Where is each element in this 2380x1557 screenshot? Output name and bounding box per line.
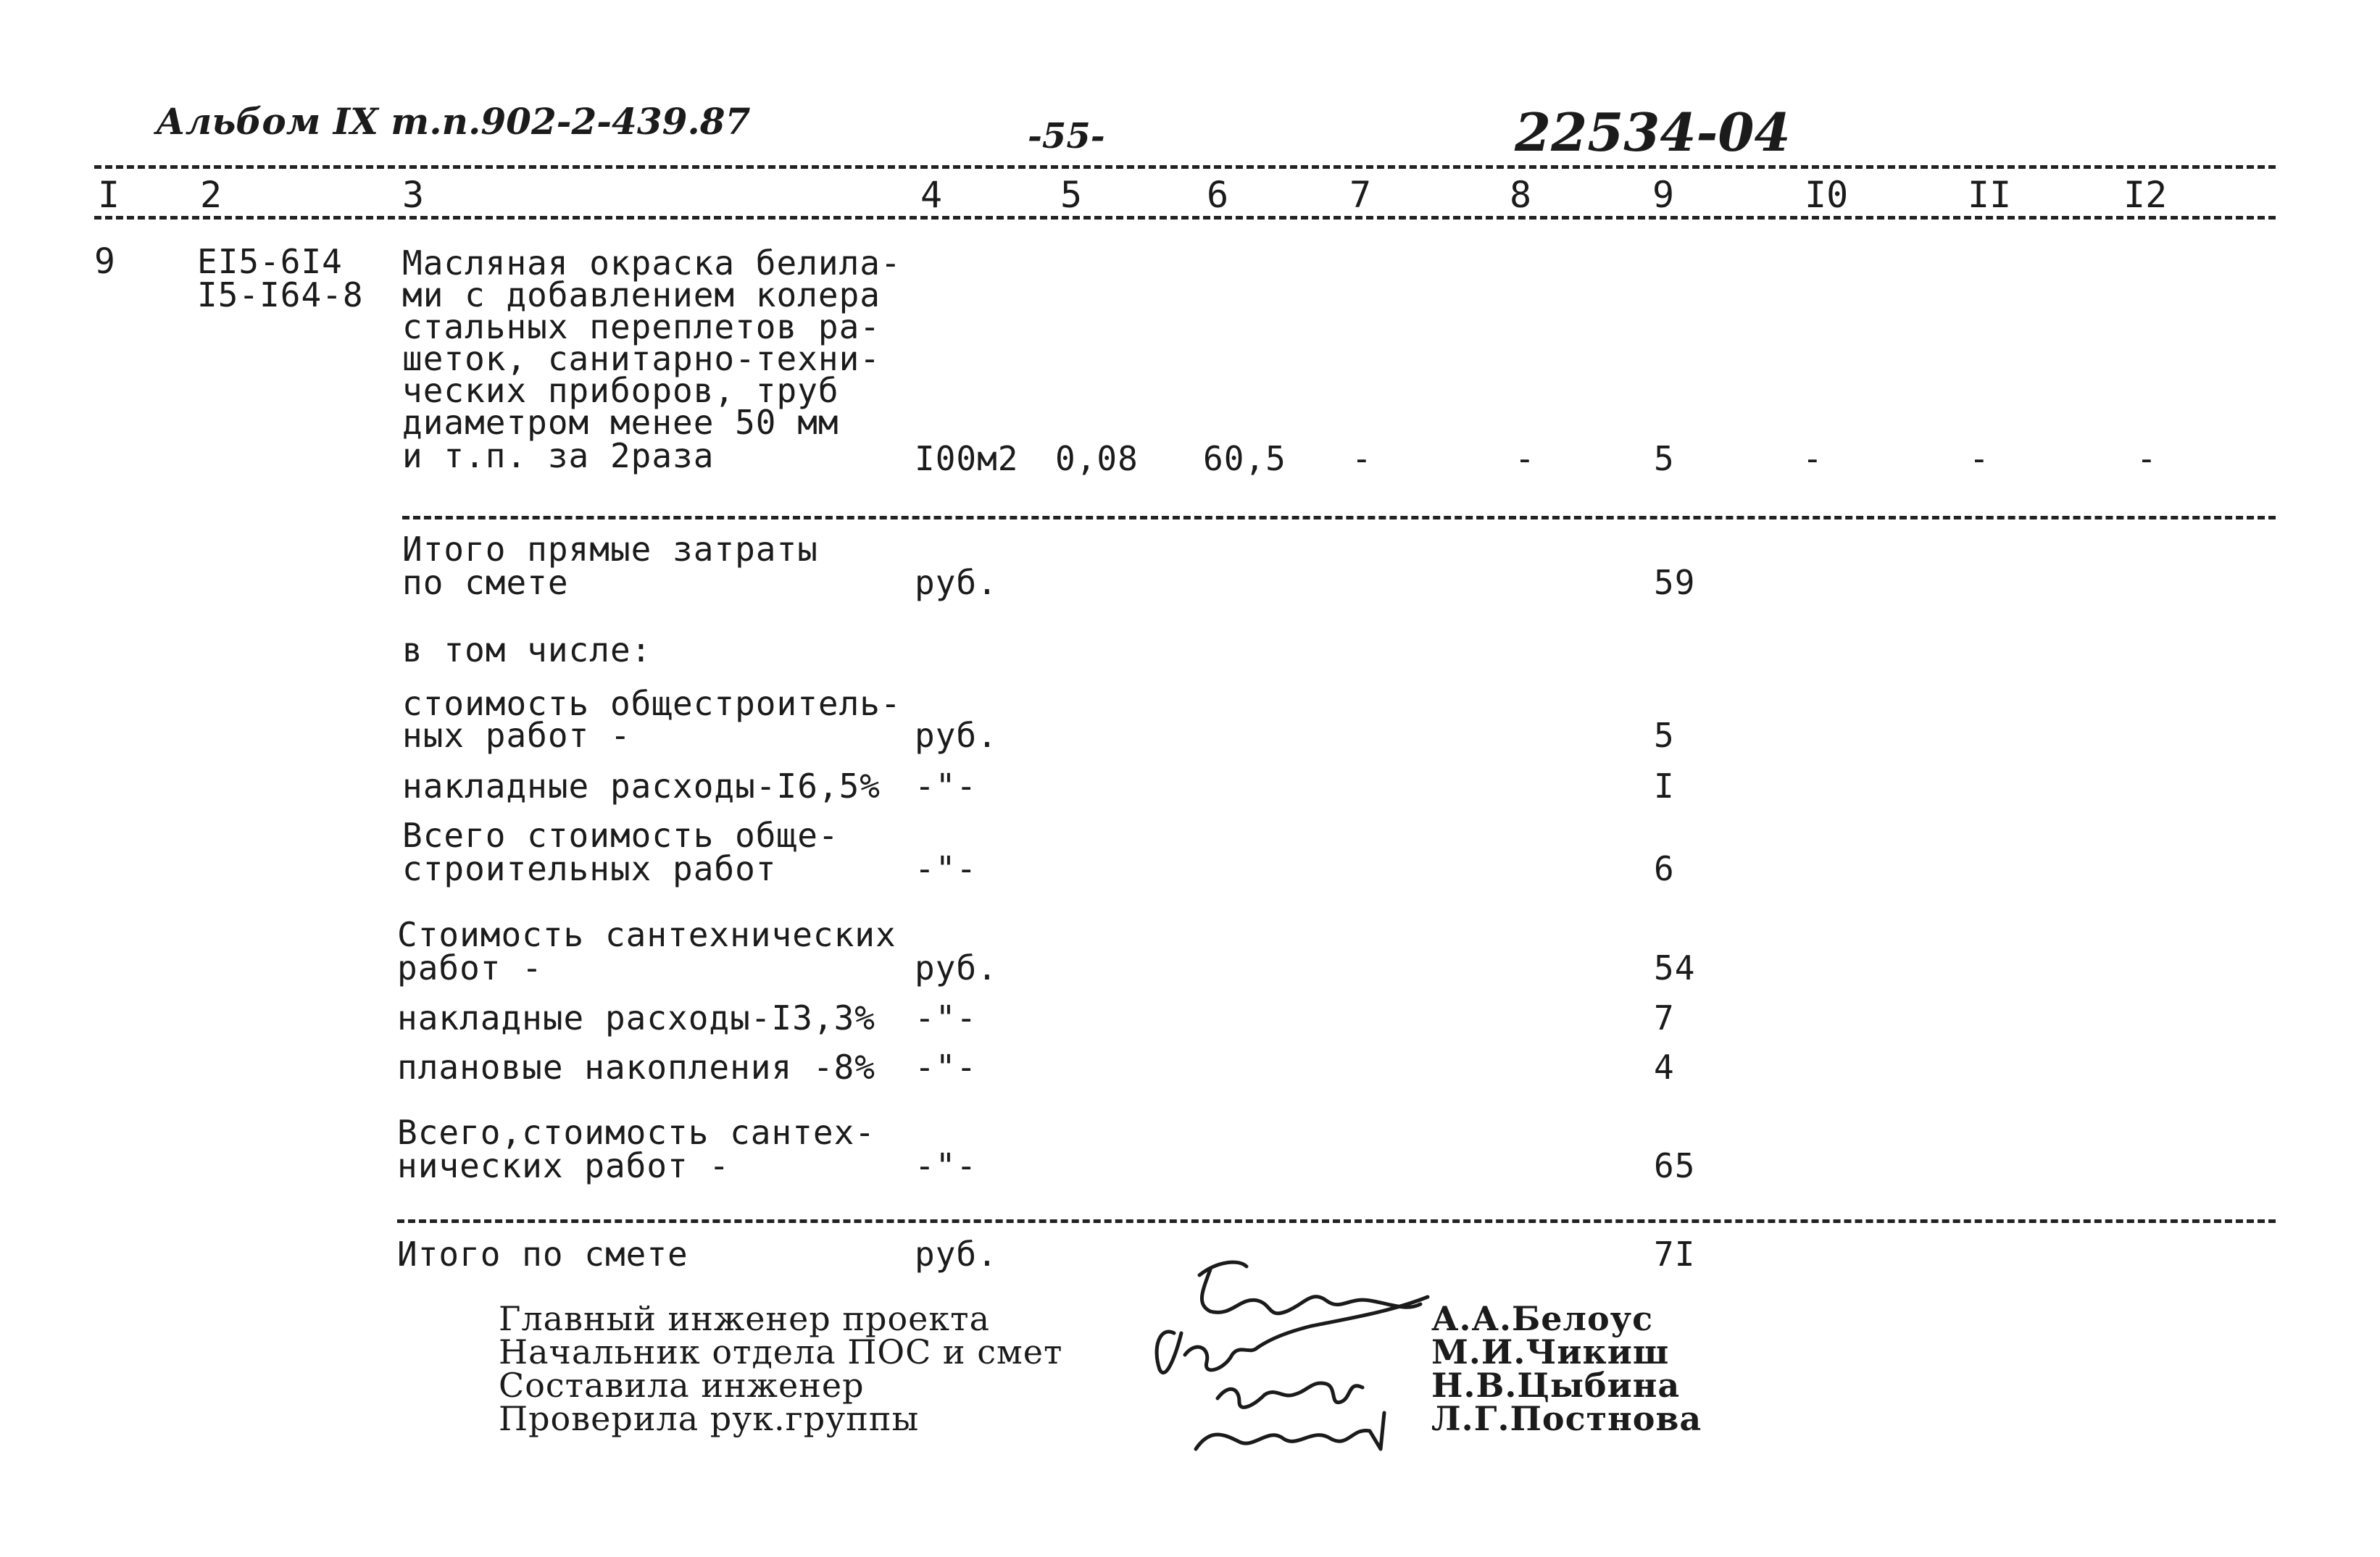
- summary-label: по смете: [402, 563, 569, 602]
- description-line: ческих приборов, труб: [402, 371, 839, 410]
- summary-value: 4: [1654, 1048, 1675, 1087]
- total-separator: [397, 1219, 2276, 1223]
- signatory-role: Проверила рук.группы: [499, 1399, 920, 1438]
- col9-cell: 5: [1654, 439, 1675, 478]
- column-number: 3: [402, 174, 425, 216]
- summary-label: стоимость общестроитель-: [402, 684, 902, 723]
- summary-label: в том числе:: [402, 630, 652, 669]
- summary-label: накладные расходы-I3,3%: [397, 998, 875, 1038]
- total-label: Итого по смете: [397, 1235, 688, 1274]
- summary-label: накладные расходы-I6,5%: [402, 767, 881, 806]
- description-line: диаметром менее 50 мм: [402, 403, 839, 442]
- summary-unit: руб.: [915, 716, 998, 755]
- signatory-name: А.А.Белоус: [1431, 1299, 1654, 1338]
- description-line: ми с добавлением колера: [402, 275, 881, 314]
- total-unit: руб.: [915, 1235, 998, 1274]
- unit-cell: I00м2: [915, 439, 1019, 478]
- column-number: I: [98, 174, 120, 216]
- signatory-role: Составила инженер: [499, 1366, 865, 1405]
- summary-label: нических работ -: [397, 1146, 731, 1185]
- norm-code: EI5-6I4: [197, 242, 343, 281]
- summary-label: Всего стоимость обще-: [402, 816, 839, 855]
- column-number: 4: [920, 174, 943, 216]
- column-number: 5: [1060, 174, 1083, 216]
- handwritten-signatures: [1131, 1232, 1442, 1464]
- summary-value: 5: [1654, 716, 1675, 755]
- header-bottom-rule: [94, 216, 2276, 220]
- album-reference: Альбом IX т.п.902-2-439.87: [156, 100, 751, 143]
- summary-label: плановые накопления -8%: [397, 1048, 875, 1087]
- description-line: стальных переплетов ра-: [402, 307, 881, 346]
- summary-label: строительных работ: [402, 849, 777, 888]
- summary-value: 54: [1654, 948, 1696, 988]
- summary-unit: руб.: [915, 563, 998, 602]
- summary-value: 59: [1654, 563, 1696, 602]
- signatory-name: Л.Г.Постнова: [1431, 1399, 1702, 1438]
- header-top-rule: [94, 165, 2276, 169]
- column-number: I0: [1805, 174, 1849, 216]
- signatory-role: Начальник отдела ПОС и смет: [499, 1332, 1063, 1372]
- signatory-name: Н.В.Цыбина: [1431, 1366, 1681, 1405]
- row-number: 9: [94, 241, 116, 282]
- summary-unit: -"-: [915, 767, 978, 806]
- column-number: 7: [1349, 174, 1372, 216]
- summary-value: 6: [1654, 849, 1675, 888]
- document-code: 22534-04: [1515, 101, 1791, 163]
- description-line: Масляная окраска белила-: [402, 243, 902, 283]
- page-number: -55-: [1028, 116, 1105, 156]
- summary-label: ных работ -: [402, 716, 631, 755]
- summary-unit: -"-: [915, 1048, 978, 1087]
- column-number: 2: [200, 174, 222, 216]
- total-value: 7I: [1654, 1235, 1696, 1274]
- summary-unit: -"-: [915, 1146, 978, 1185]
- column-number: 9: [1652, 174, 1675, 216]
- summary-label: Всего,стоимость сантех-: [397, 1113, 875, 1152]
- column-number: I2: [2123, 174, 2168, 216]
- quantity-cell: 0,08: [1055, 439, 1139, 478]
- summary-unit: руб.: [915, 948, 998, 988]
- column-number: 8: [1510, 174, 1532, 216]
- col7-cell: -: [1352, 439, 1373, 478]
- summary-value: I: [1654, 767, 1675, 806]
- summary-value: 65: [1654, 1146, 1696, 1185]
- summary-label: работ -: [397, 948, 543, 988]
- col11-cell: -: [1969, 439, 1990, 478]
- summary-label: Итого прямые затраты: [402, 530, 818, 569]
- signatory-role: Главный инженер проекта: [499, 1299, 991, 1338]
- column-number: II: [1968, 174, 2012, 216]
- norm-code: I5-I64-8: [197, 275, 364, 314]
- description-line: и т.п. за 2раза: [402, 436, 715, 475]
- summary-value: 7: [1654, 998, 1675, 1038]
- description-line: шеток, санитарно-техни-: [402, 339, 881, 378]
- row-separator: [402, 516, 2276, 519]
- summary-unit: -"-: [915, 998, 978, 1038]
- col12-cell: -: [2136, 439, 2158, 478]
- signatory-name: М.И.Чикиш: [1431, 1332, 1670, 1372]
- summary-unit: -"-: [915, 849, 978, 888]
- summary-label: Стоимость сантехнических: [397, 915, 896, 954]
- col8-cell: -: [1515, 439, 1536, 478]
- price-cell: 60,5: [1203, 439, 1286, 478]
- column-number: 6: [1207, 174, 1229, 216]
- col10-cell: -: [1802, 439, 1823, 478]
